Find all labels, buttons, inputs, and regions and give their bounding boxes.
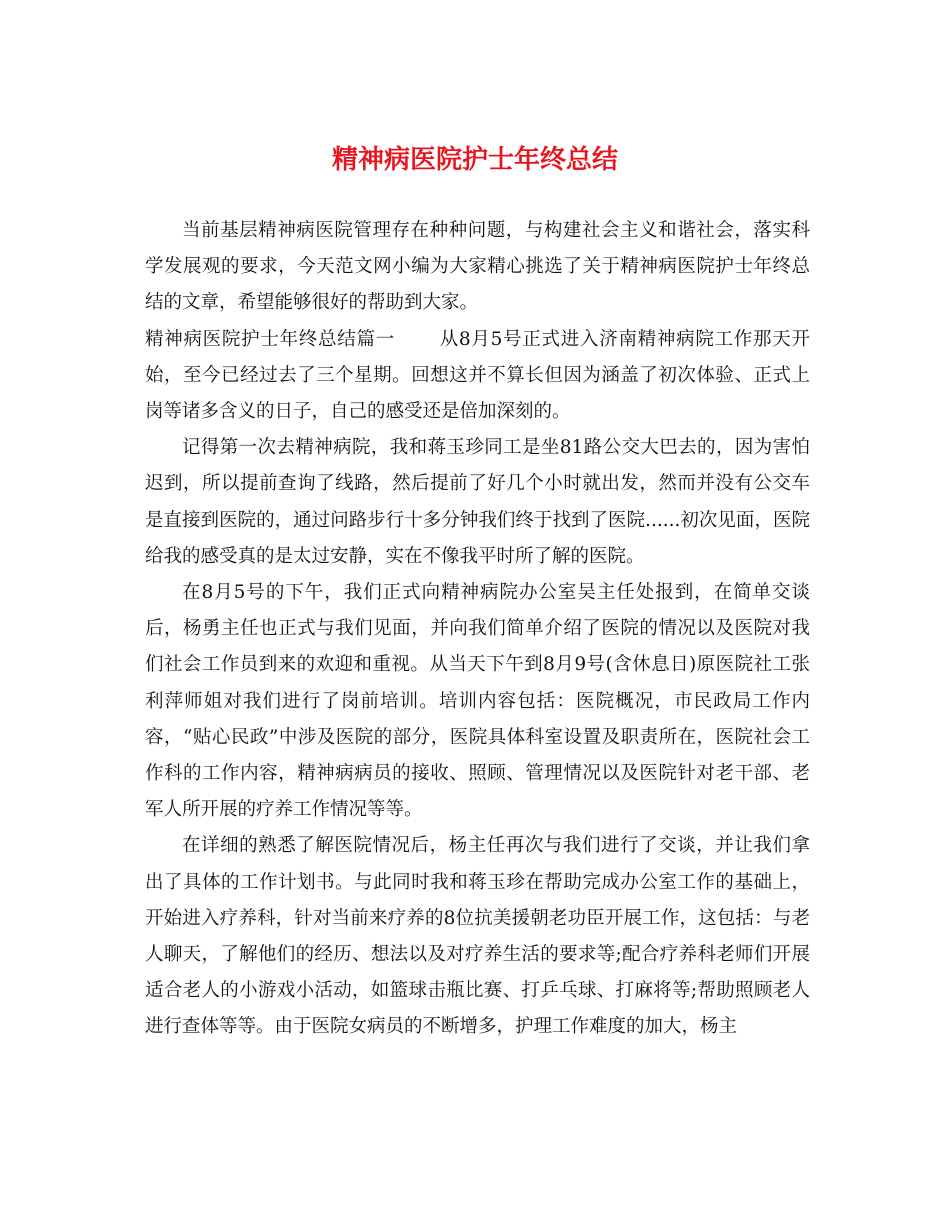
intro-paragraph: 当前基层精神病医院管理存在种种问题，与构建社会主义和谐社会，落实科学发展观的要求，今天范文网小编为大家精心挑选了关于精神病医院护士年终总结的文章，希望能够很好的帮助到大家。 bbox=[145, 220, 810, 314]
document-body bbox=[145, 213, 810, 1046]
paragraph-first-visit: 记得第一次去精神病院，我和蒋玉珍同工是坐81路公交大巴去的，因为害怕迟到，所以提前查询了线路，然后提前了好几个小时就出发，然而并没有公交车是直接到医院的，通过问路步行十多分钟我们终于找到了医院......初次见面，医院给我的感受真的是太过安静，实在不像我平时所了解的医院。 bbox=[145, 437, 810, 567]
paragraph-report-training: 在8月5号的下午，我们正式向精神病院办公室吴主任处报到，在简单交谈后，杨勇主任也正式与我们见面，并向我们简单介绍了医院的情况以及医院对我们社会工作员到来的欢迎和重视。从当天下午到8月9号(含休息日)原医院社工张利萍师姐对我们进行了岗前培训。培训内容包括：医院概况，市民政局工作内容，“贴心民政”中涉及医院的部分，医院具体科室设置及职责所在，医院社会工作科的工作内容，精神病病员的接收、照顾、管理情况以及医院针对老干部、老军人所开展的疗养工作情况等等。 bbox=[145, 582, 810, 821]
section-heading: 精神病医院护士年终总结篇一 bbox=[145, 328, 395, 350]
document-title: 精神病医院护士年终总结 bbox=[331, 145, 618, 175]
section-paragraph bbox=[145, 322, 810, 431]
paragraph-work-plan: 在详细的熟悉了解医院情况后，杨主任再次与我们进行了交谈，并让我们拿出了具体的工作计划书。与此同时我和蒋玉珍在帮助完成办公室工作的基础上，开始进入疗养科，针对当前来疗养的8位抗美援朝老功臣开展工作，这包括：与老人聊天，了解他们的经历、想法以及对疗养生活的要求等;配合疗养科老师们开展适合老人的小游戏小活动，如篮球击瓶比赛、打乒乓球、打麻将等;帮助照顾老人进行查体等等。由于医院女病员的不断增多，护理工作难度的加大，杨主 bbox=[145, 835, 810, 1038]
section-text: 从8月5号正式进入济南精神病院工作那天开始，至今已经过去了三个星期。回想这并不算长但因为涵盖了初次体验、正式上岗等诸多含义的日子，自己的感受还是倍加深刻的。 bbox=[145, 328, 810, 423]
